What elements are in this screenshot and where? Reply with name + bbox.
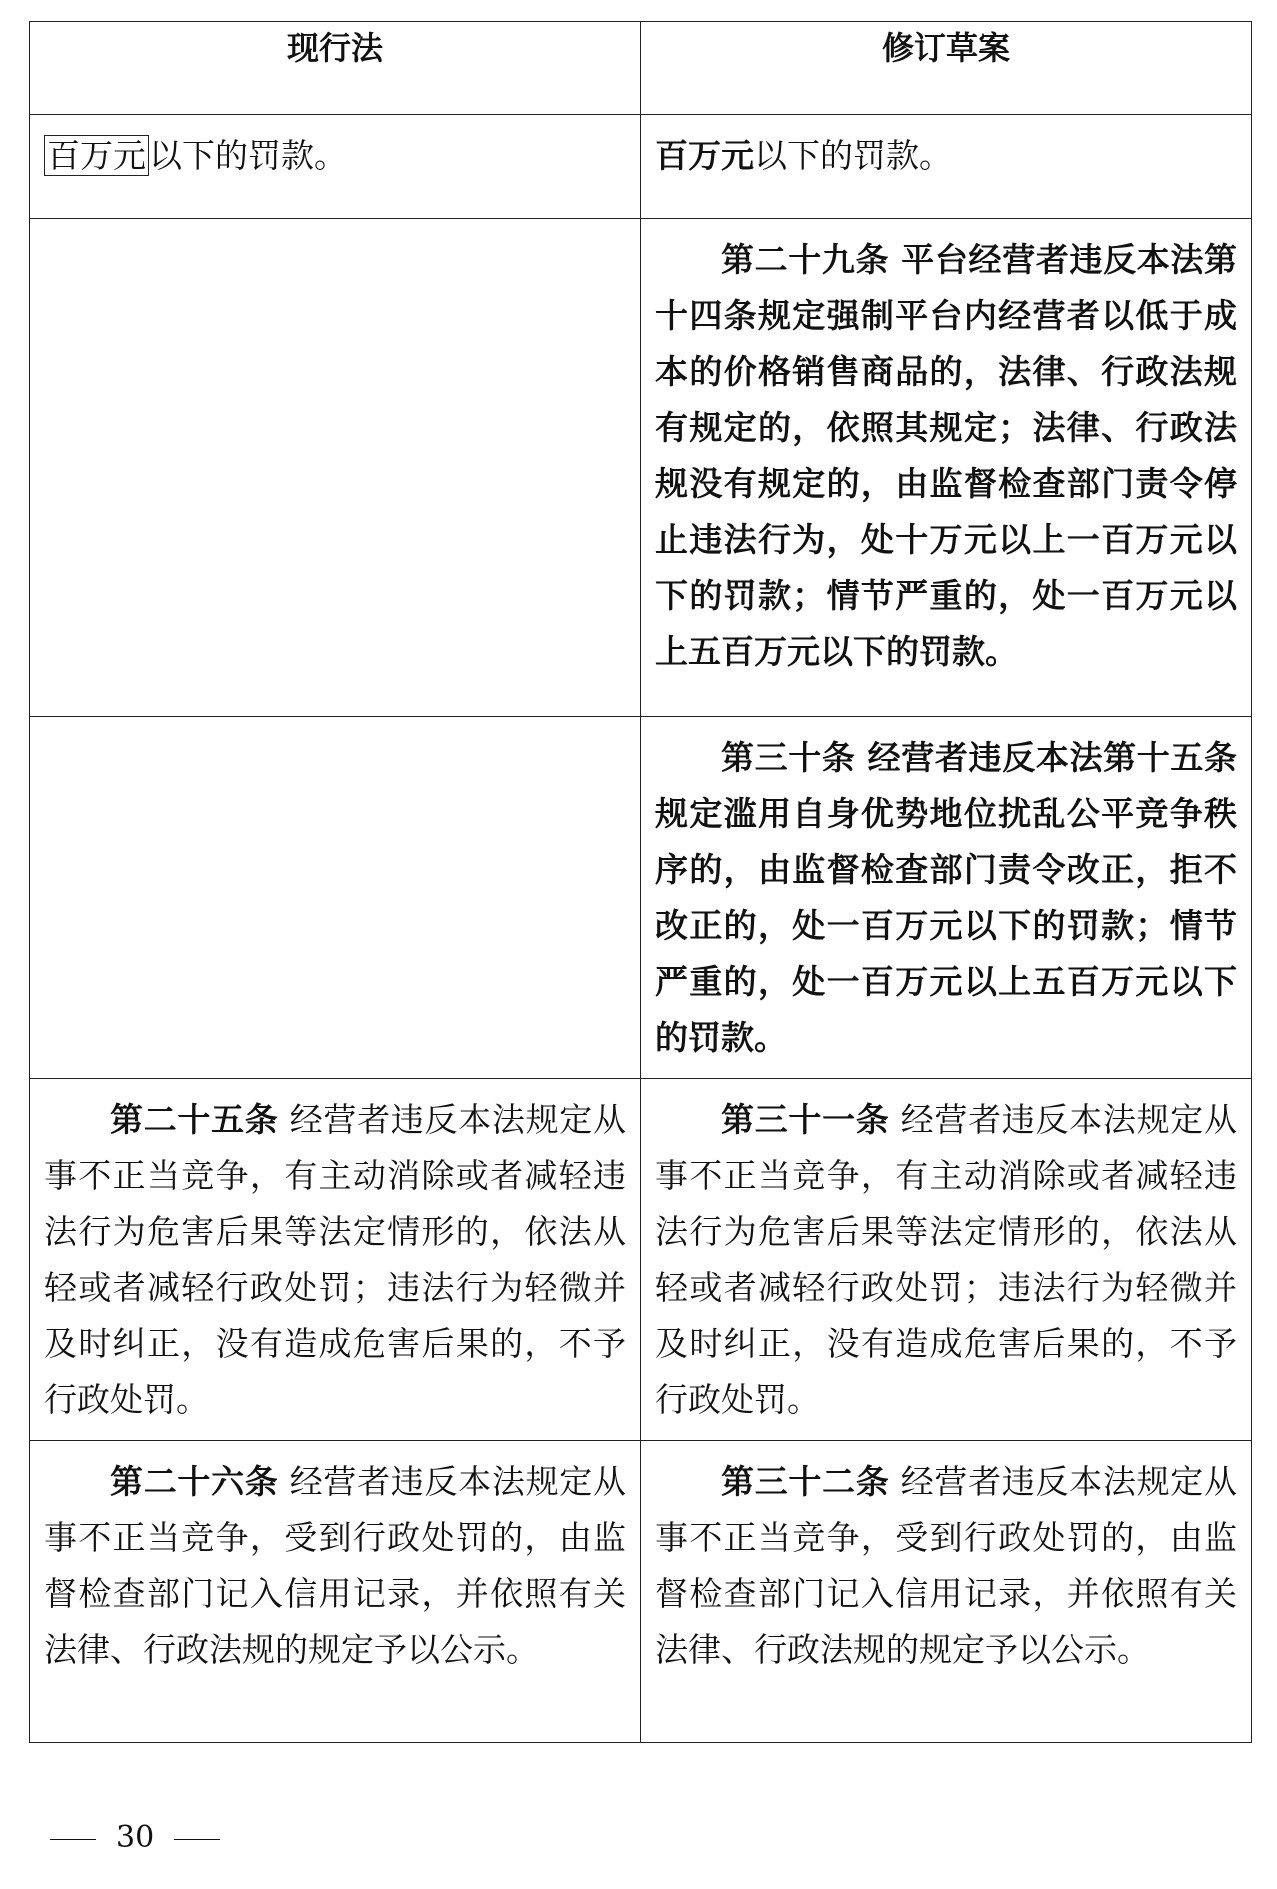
table-header-row <box>30 22 1252 115</box>
cell-text: 经营者违反本法规定从事不正当竞争，有主动消除或者减轻违法行为危害后果等法定情形的，依法从轻或者减轻行政处罚；违法行为轻微并及时纠正，没有造成危害后果的，不予行政处罚。 <box>44 1100 627 1419</box>
footer-dash-left <box>50 1839 96 1840</box>
current-law-cell <box>30 1441 641 1743</box>
cell-text: 经营者违反本法规定从事不正当竞争，受到行政处罚的，由监督检查部门记入信用记录，并依照有关法律、行政法规的规定予以公示。 <box>44 1462 627 1669</box>
header-current-law: 现行法 <box>30 22 641 115</box>
page-footer <box>50 1820 220 1855</box>
cell-text: 经营者违反本法规定从事不正当竞争，有主动消除或者减轻违法行为危害后果等法定情形的，依法从轻或者减轻行政处罚；违法行为轻微并及时纠正，没有造成危害后果的，不予行政处罚。 <box>655 1100 1238 1419</box>
footer-dash-right <box>174 1839 220 1840</box>
cell-text: 经营者违反本法规定从事不正当竞争，受到行政处罚的，由监督检查部门记入信用记录，并依照有关法律、行政法规的规定予以公示。 <box>655 1462 1238 1669</box>
table-row <box>30 1441 1252 1743</box>
table-row <box>30 219 1252 717</box>
header-revised-draft: 修订草案 <box>641 22 1252 115</box>
table-row <box>30 1079 1252 1441</box>
revised-draft-cell <box>641 115 1252 219</box>
current-law-cell <box>30 1079 641 1441</box>
revised-draft-cell <box>641 219 1252 717</box>
cell-text: 第三十条 经营者违反本法第十五条规定滥用自身优势地位扰乱公平竞争秩序的，由监督检查部门责令改正，拒不改正的，处一百万元以下的罚款；情节严重的，处一百万元以上五百万元以下的罚款。 <box>655 738 1237 1057</box>
page-number: 30 <box>116 1820 155 1855</box>
boxed-text: 百万元 <box>44 135 149 176</box>
article-number: 第二十六条 <box>110 1462 279 1501</box>
bold-text: 百万元 <box>655 136 754 175</box>
current-law-cell <box>30 115 641 219</box>
cell-text: 第二十九条 平台经营者违反本法第十四条规定强制平台内经营者以低于成本的价格销售商品的，法律、行政法规有规定的，依照其规定；法律、行政法规没有规定的，由监督检查部门责令停止违法行为，处十万元以上一百万元以下的罚款；情节严重的，处一百万元以上五百万元以下的罚款。 <box>655 240 1237 671</box>
article-number: 第二十五条 <box>110 1100 279 1139</box>
article-number: 第三十二条 <box>721 1462 890 1501</box>
revised-draft-cell <box>641 1079 1252 1441</box>
comparison-table <box>29 21 1252 1743</box>
current-law-cell-empty <box>30 219 641 717</box>
current-law-cell-empty <box>30 717 641 1079</box>
article-number: 第三十一条 <box>721 1100 890 1139</box>
revised-draft-cell <box>641 1441 1252 1743</box>
cell-text: 以下的罚款。 <box>754 136 952 175</box>
table-row <box>30 717 1252 1079</box>
table-row <box>30 115 1252 219</box>
revised-draft-cell <box>641 717 1252 1079</box>
cell-text: 以下的罚款。 <box>149 136 347 175</box>
